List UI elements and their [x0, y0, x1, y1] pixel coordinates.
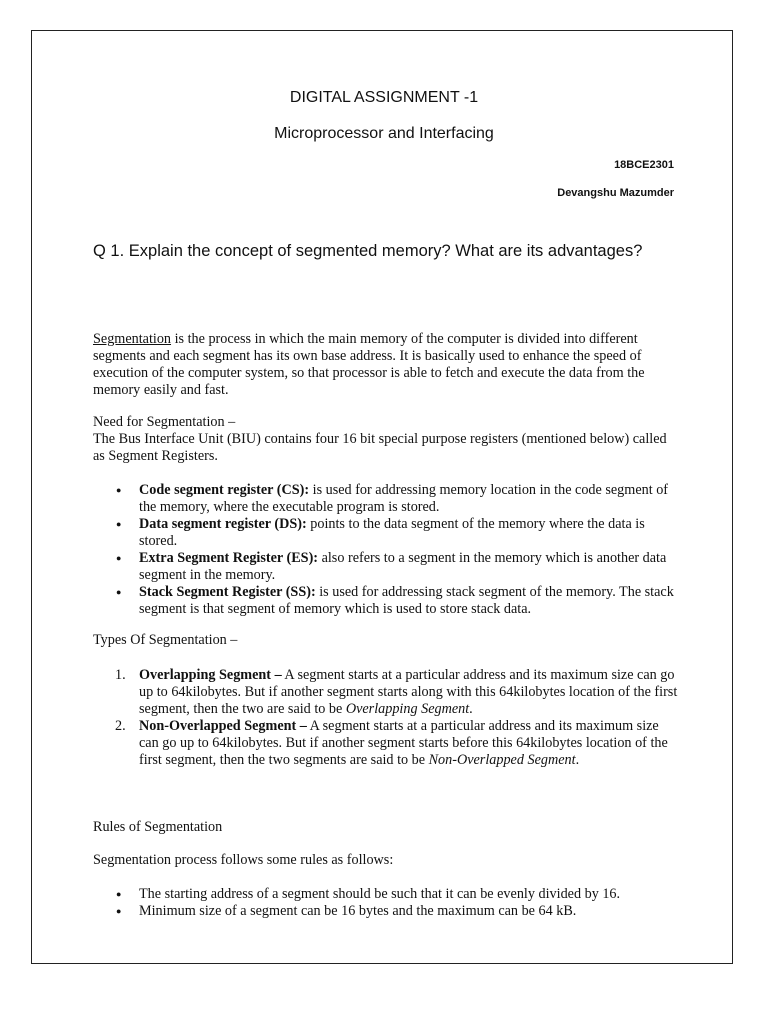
type-name: Overlapping Segment –	[139, 667, 282, 683]
rules-list	[93, 886, 678, 920]
rules-intro: Segmentation process follows some rules as follows:	[93, 852, 394, 868]
types-heading: Types Of Segmentation –	[93, 632, 238, 648]
register-name: Extra Segment Register (ES):	[139, 550, 319, 566]
list-item	[93, 903, 678, 920]
rules-heading: Rules of Segmentation	[93, 819, 223, 835]
types-list	[93, 667, 678, 769]
list-item	[93, 516, 678, 550]
register-desc: points to the data segment of the memory where the data is stored.	[139, 516, 645, 549]
bullet-icon: ●	[116, 553, 122, 563]
register-name: Code segment register (CS):	[139, 482, 310, 498]
bullet-icon: ●	[116, 485, 122, 495]
intro-text: is the process in which the main memory of the computer is divided into different segments and each segment has its own base address. It is basically used to enhance the speed of execution of the computer system, so that processor is able to fetch and execute the data from the memory easily and fast.	[93, 331, 645, 398]
question-heading: Q 1. Explain the concept of segmented memory? What are its advantages?	[93, 242, 643, 260]
bullet-icon: ●	[116, 519, 122, 529]
type-term: Overlapping Segment	[345, 701, 470, 717]
bullet-icon: ●	[116, 906, 122, 916]
register-name: Stack Segment Register (SS):	[139, 584, 316, 600]
type-term: Non-Overlapped Segment	[428, 752, 576, 768]
roll-number: 18BCE2301	[614, 159, 674, 171]
register-desc: is used for addressing memory location in the code segment of the memory, where the executable program is stored.	[139, 482, 669, 515]
type-end: .	[575, 752, 580, 768]
author-name: Devangshu Mazumder	[557, 187, 674, 199]
list-item	[93, 584, 678, 618]
register-name: Data segment register (DS):	[139, 516, 307, 532]
register-list	[93, 482, 678, 618]
list-item	[93, 886, 678, 903]
list-number: 2.	[115, 718, 126, 734]
type-name: Non-Overlapped Segment –	[139, 718, 307, 734]
rule-text: The starting address of a segment should be such that it can be evenly divided by 16.	[139, 886, 621, 902]
document-title: DIGITAL ASSIGNMENT -1	[289, 89, 479, 106]
register-desc: also refers to a segment in the memory which is another data segment in the memory.	[139, 550, 667, 583]
bullet-icon: ●	[116, 889, 122, 899]
bullet-icon: ●	[116, 587, 122, 597]
document-subject: Microprocessor and Interfacing	[274, 125, 494, 142]
list-item	[93, 718, 678, 769]
list-number: 1.	[115, 667, 126, 683]
type-desc: A segment starts at a particular address and its maximum size can go up to 64kilobytes. But if another segment starts along with this 64kilobytes location of the first segment, then the two are said to be	[139, 667, 678, 717]
list-item	[93, 482, 678, 516]
list-item	[93, 550, 678, 584]
register-desc: is used for addressing stack segment of the memory. The stack segment is that segment of memory which is used to store stack data.	[139, 584, 674, 617]
rule-text: Minimum size of a segment can be 16 bytes and the maximum can be 64 kB.	[139, 903, 577, 919]
intro-paragraph	[93, 331, 678, 399]
need-heading: Need for Segmentation –	[93, 414, 236, 430]
list-item	[93, 667, 678, 718]
need-paragraph: The Bus Interface Unit (BIU) contains four 16 bit special purpose registers (mentioned below) called as Segment Registers.	[93, 431, 667, 464]
type-desc: A segment starts at a particular address and its maximum size can go up to 64kilobytes. But if another segment starts before this 64kilobytes location of the first segment, then the two segments are said to be	[139, 718, 668, 768]
intro-term: Segmentation	[93, 331, 172, 347]
type-end: .	[469, 701, 473, 717]
